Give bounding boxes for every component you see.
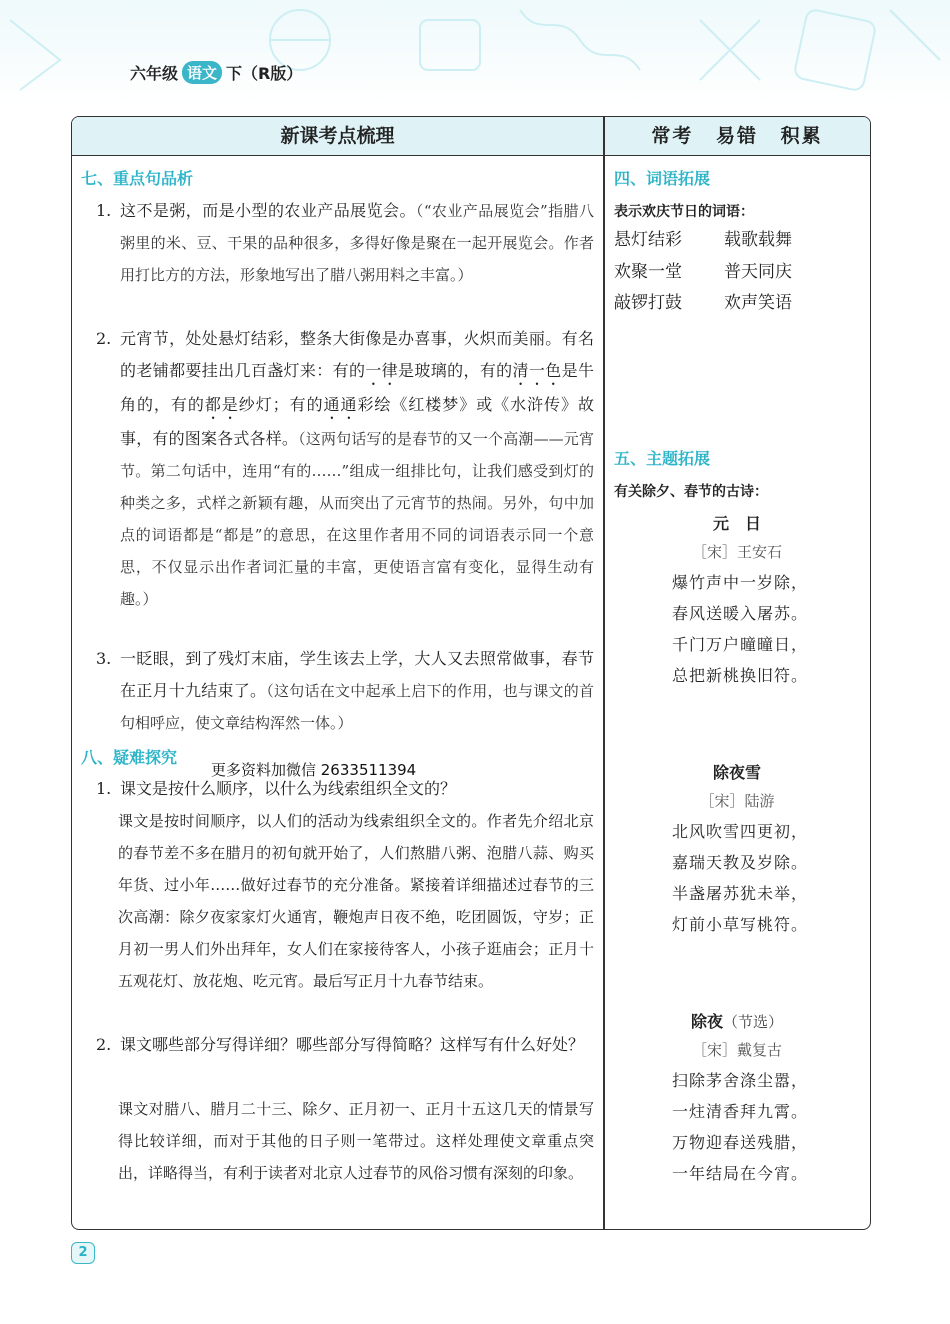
item-number: 2. [96,329,112,348]
answer-1: 课文是按时间顺序，以人们的活动为线索组织全文的。作者先介绍北京的春节差不多在腊月的初旬就开始了，人们熬腊八粥、泡腊八蒜、购买年货、过小年……做好过春节的充分准备。紧接着详细描述过春节的三次高潮：除夕夜家家灯火通宵，鞭炮声日夜不绝，吃团圆饭，守岁；正月初一男人们外出拜年，女人们在家接待客人，小孩子逛庙会；正月十五观花灯、放花炮、吃元宵。最后写正月十九春节结束。 [118,812,594,990]
sentence-analysis: （“农业产品展览会”指腊八粥里的米、豆、干果的品种很多，多得好像是聚在一起开展览会。作者用打比方的方法，形象地写出了腊八粥用料之丰富。） [120,202,594,284]
emphasized-word: 清一色 [512,361,562,380]
poem-line: 千门万户曈曈日， [672,635,809,654]
poem-line: 北风吹雪四更初， [672,822,809,841]
sentence-text: 彩绘《红楼梦》或《水浒传》故事，有的图案各式各样。 [120,395,594,448]
left-column-title: 新课考点梳理 [280,125,395,147]
word-item: 敲锣打鼓 [614,293,682,313]
words-subtitle: 表示欢庆节日的词语： [614,204,754,220]
emphasized-word: 一律 [365,361,399,380]
poem-line: 一年结局在今宵。 [672,1164,809,1183]
poem-title-note: （节选） [723,1013,784,1031]
right-column-title: 常考 易错 积累 [651,125,823,147]
poem-author: ［宋］王安石 [691,543,782,561]
poem-line: 万物迎春送残腊， [672,1133,809,1152]
item-number: 1. [96,779,112,798]
header-decoration [0,0,950,105]
poem-line: 总把新桃换旧符。 [672,666,809,685]
word-item: 欢声笑语 [724,293,792,313]
word-item: 悬灯结彩 [614,230,682,250]
poem-line: 半盏屠苏犹未举， [672,884,809,903]
question-1: 课文是按什么顺序，以什么为线索组织全文的？ [120,779,457,798]
section-5-title: 五、主题拓展 [614,449,711,468]
book-header [130,60,302,84]
key-sentence-3 [120,643,594,739]
emphasized-word: 通通 [323,395,358,414]
poem-author: ［宋］戴复古 [691,1041,782,1059]
item-number: 1. [96,201,112,220]
poem-line: 嘉瑞天教及岁除。 [672,853,809,872]
section-7-title: 七、重点句品析 [81,169,194,188]
item-number: 2. [96,1035,112,1054]
poem-title: 元 日 [712,514,761,533]
sentence-analysis: （这句话在文中起承上启下的作用，也与课文的首句相呼应，使文章结构浑然一体。） [120,682,594,732]
poem-line: 爆竹声中一岁除， [672,573,809,592]
question-2: 课文哪些部分写得详细？哪些部分写得简略？这样写有什么好处？ [120,1035,585,1054]
sentence-analysis: （这两句话写的是春节的又一个高潮——元宵节。第二句话中，连用“有的……”组成一组排比句，让我们感受到灯的种类之多，式样之新颖有趣，从而突出了元宵节的热闹。另外，句中加点的词语都是“都是”的意思，在这里作者用不同的词语表示同一个意思，不仅显示出作者词汇量的丰富，更使语言富有变化，显得生动有趣。） [120,430,594,608]
section-4-title: 四、词语拓展 [614,169,711,188]
science-doodles-background [0,0,950,105]
sentence-text: 元宵节，处处悬灯结彩，整条大街像是办喜事，火炽而美丽。有名的老铺都要挂出几百盏灯来：有的 [120,329,594,380]
poem-line: 扫除茅舍涤尘嚣， [672,1071,809,1090]
content-table [71,116,871,1230]
section-8-title: 八、疑难探究 [81,748,178,767]
poem-title: 除夜雪 [712,763,761,782]
poem-title [603,1009,871,1032]
poem-line: 春风送暖入屠苏。 [672,604,809,623]
poems-subtitle: 有关除夕、春节的古诗： [614,484,768,500]
answer-2: 课文对腊八、腊月二十三、除夕、正月初一、正月十五这几天的情景写得比较详细，而对于其他的日子则一笔带过。这样处理使文章重点突出，详略得当，有利于读者对北京人过春节的风俗习惯有深刻的印象。 [118,1100,594,1182]
poem-title-text: 除夜 [690,1012,723,1031]
table-header [72,117,870,156]
poem-author: ［宋］陆游 [699,792,775,810]
word-item: 普天同庆 [724,262,792,282]
item-number: 3. [96,649,112,668]
sentence-text: 一眨眼，到了残灯末庙，学生该去上学，大人又去照常做事，春节在正月十九结束了。 [120,649,594,700]
sentence-text: 是牛角的，有的 [120,361,594,414]
wechat-note: 更多资料加微信 2633511394 [211,761,417,779]
grade-label: 六年级 [130,63,179,83]
emphasized-word: 都是 [204,395,239,414]
key-sentence-2 [120,323,594,615]
sentence-text: 这不是粥，而是小型的农业产品展览会。 [120,201,416,220]
key-sentence-1 [120,195,594,291]
sentence-text: 是玻璃的，有的 [398,361,513,380]
volume-label: 下（R版） [226,63,303,83]
poem-line: 灯前小草写桃符。 [672,915,809,934]
poem-line: 一炷清香拜九霄。 [672,1102,809,1121]
column-divider [603,117,605,1229]
sentence-text: 纱灯；有的 [238,395,324,414]
subject-badge: 语文 [182,61,222,84]
word-item: 欢聚一堂 [614,262,682,282]
word-item: 载歌载舞 [724,230,792,250]
page-number: 2 [71,1242,95,1264]
